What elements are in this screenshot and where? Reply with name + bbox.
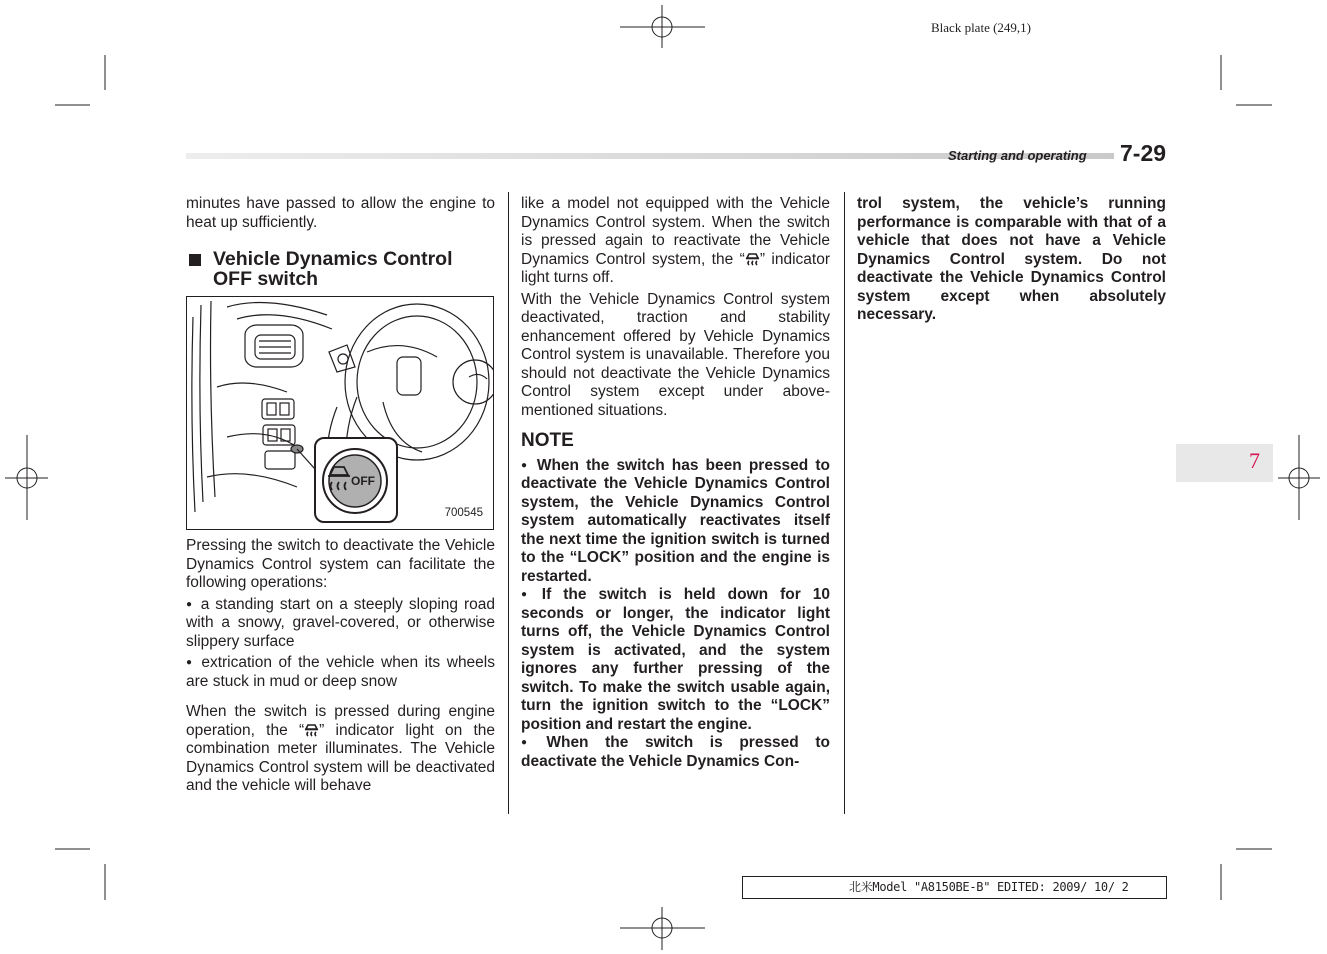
plate-label: Black plate (249,1) — [931, 20, 1031, 35]
bullet-text: extrication of the vehicle when its wheels are stuck in mud or deep snow — [186, 654, 495, 690]
footer-text: 北米Model "A8150BE-B" EDITED: 2009/ 10/ 2 — [849, 880, 1129, 894]
figure-code: 700545 — [444, 506, 483, 519]
note-continuation: trol system, the vehicle’s running performance is comparable with that of a vehicle that does not have a Vehicle Dynamics Control system. Do not deactivate the Vehicle Dynamics Control system except when absolutely necessary. — [857, 195, 1166, 323]
note-text: When the switch has been pressed to deactivate the Vehicle Dynamics Control system, the Vehicle Dynamics Control system automatically reactivates itself the next time the ignition switch is turned to the “LOCK” position and the engine is restarted. — [521, 456, 830, 585]
column-1 — [186, 195, 495, 796]
bullet-text: a standing start on a steeply sloping road with a snowy, gravel-covered, or otherwise slippery surface — [186, 595, 495, 650]
vdc-off-indicator-icon — [304, 723, 319, 737]
paragraph-2-start: When the switch is pressed during engine operation, the “ — [186, 703, 495, 739]
bullet-item: ● extrication of the vehicle when its wheels are stuck in mud or deep snow — [186, 654, 495, 690]
column-divider — [508, 192, 509, 814]
chapter-number: 7 — [1249, 448, 1260, 473]
note-list — [521, 457, 830, 772]
paragraph-3-start: like a model not equipped with the Vehicle Dynamics Control system. When the switch is pressed again to reactivate the Vehicle Dynamics Control system, the “ — [521, 195, 830, 268]
paragraph-1: Pressing the switch to deactivate the Vehicle Dynamics Control system can facilitate the following operations: — [186, 537, 495, 591]
heading-text: Vehicle Dynamics Control OFF switch — [213, 248, 453, 290]
note-text: When the switch is pressed to deactivate the Vehicle Dynamics Con- — [521, 734, 830, 770]
note-item: ● If the switch is held down for 10 seconds or longer, the indicator light turns off, the Vehicle Dynamics Control system is activated, and the system ignores any further pressing of the switch. To make the switch usable again, turn the ignition switch to the “LOCK” position and restart the engine. — [521, 586, 831, 733]
paragraph-3-end: ” indicator light turns off. — [521, 250, 830, 286]
section-heading — [186, 249, 495, 289]
note-text: If the switch is held down for 10 seconds or longer, the indicator light turns off, the Vehicle Dynamics Control system is activated, and the system ignores any further pressing of the switch. To make the switch usable again, turn the ignition switch to the “LOCK” position and restart the engine. — [521, 586, 831, 733]
note-item: ● When the switch has been pressed to deactivate the Vehicle Dynamics Control system, the Vehicle Dynamics Control system automatically reactivates itself the next time the ignition switch is turned to the “LOCK” position and the engine is restarted. — [521, 456, 830, 585]
dashboard-drawing — [187, 297, 493, 529]
paragraph-3 — [521, 195, 830, 288]
paragraph-4: With the Vehicle Dynamics Control system deactivated, traction and stability enhancement offered by Vehicle Dynamics Control system is unavailable. Therefore you should not deactivate the Vehicle Dynamics Control system except under above-mentioned situations. — [521, 290, 830, 419]
column-3 — [857, 195, 1166, 325]
switch-off-label: OFF — [351, 474, 375, 488]
page-number: 7-29 — [1120, 140, 1167, 166]
note-heading: NOTE — [521, 430, 574, 451]
bullet-item: ● a standing start on a steeply sloping road with a snowy, gravel-covered, or otherwise slippery surface — [186, 595, 495, 650]
note-item: ● When the switch is pressed to deactivate the Vehicle Dynamics Con- — [521, 734, 830, 770]
paragraph-2 — [186, 703, 495, 796]
column-2 — [521, 195, 830, 771]
heading-square-icon — [189, 254, 201, 266]
intro-text: minutes have passed to allow the engine to heat up sufficiently. — [186, 195, 495, 231]
paragraph-2-end: ” indicator light on the combination meter illuminates. The Vehicle Dynamics Control system will be deactivated and the vehicle will behave — [186, 721, 495, 794]
section-title: Starting and operating — [948, 148, 1087, 163]
vdc-off-indicator-icon — [745, 252, 760, 266]
column-divider — [844, 192, 845, 814]
switch-illustration — [186, 296, 494, 530]
